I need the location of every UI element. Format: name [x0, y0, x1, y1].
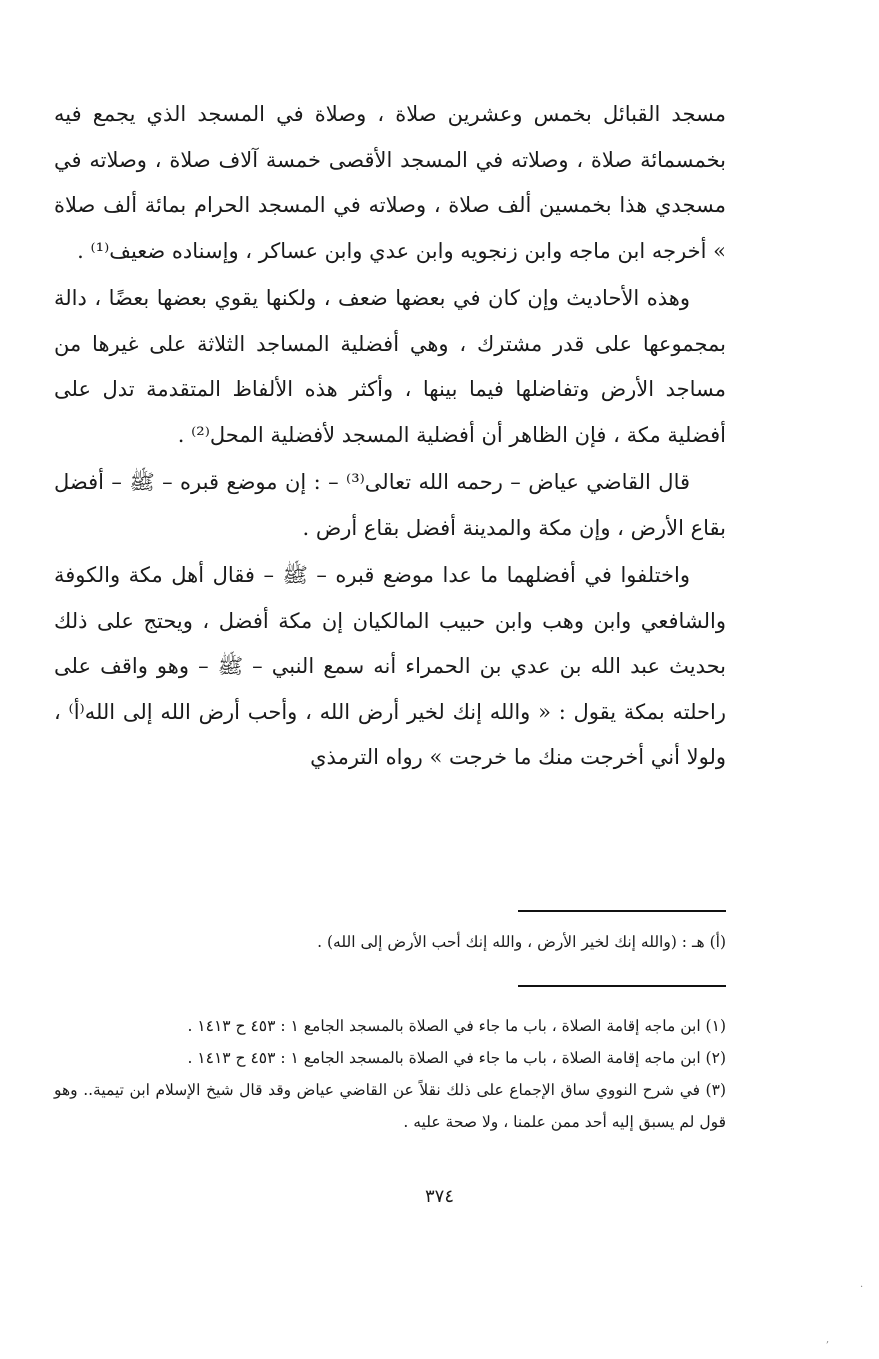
- main-text-body: [54, 92, 726, 781]
- footnote-1: (١) ابن ماجه إقامة الصلاة ، باب ما جاء في الصلاة بالمسجد الجامع ١ : ٤٥٣ ح ١٤١٣ .: [187, 1017, 726, 1035]
- scan-speck: ·: [860, 1282, 864, 1293]
- page-number: ٣٧٤: [424, 1186, 454, 1207]
- paragraph-1: مسجد القبائل بخمس وعشرين صلاة ، وصلاة في المسجد الذي يجمع فيه بخمسمائة صلاة ، وصلاته في المسجد الأقصى خمسة آلاف صلاة ، وصلاته في مسجدي هذا بخمسين ألف صلاة ، وصلاته في المسجد الحرام بمائة ألف صلاة » أخرجه ابن ماجه وابن زنجويه وابن عدي وابن عساكر ، وإسناده ضعيف⁽¹⁾ .: [54, 102, 726, 263]
- footnotes-divider: [518, 985, 726, 987]
- footnotes-section: [54, 1010, 726, 1138]
- footnote-2: (٢) ابن ماجه إقامة الصلاة ، باب ما جاء في الصلاة بالمسجد الجامع ١ : ٤٥٣ ح ١٤١٣ .: [187, 1049, 726, 1067]
- variant-note: (أ) هـ : (والله إنك لخير الأرض ، والله إنك أحب الأرض إلى الله) .: [317, 933, 726, 951]
- paragraph-2: وهذه الأحاديث وإن كان في بعضها ضعف ، ولكنها يقوي بعضها بعضًا ، دالة بمجموعها على قدر مشترك ، وهي أفضلية المساجد الثلاثة على غيرها من مساجد الأرض وتفاضلها فيما بينها ، وأكثر هذه الألفاظ المتقدمة تدل على أفضلية مكة ، فإن الظاهر أن أفضلية المسجد لأفضلية المحل⁽²⁾ .: [54, 286, 726, 447]
- paragraph-3: قال القاضي عياض – رحمه الله تعالى⁽³⁾ – : إن موضع قبره – ﷺ – أفضل بقاع الأرض ، وإن مكة والمدينة أفضل بقاع أرض .: [54, 470, 726, 540]
- paragraph-4: واختلفوا في أفضلهما ما عدا موضع قبره – ﷺ – فقال أهل مكة والكوفة والشافعي وابن وهب وابن حبيب المالكيان إن مكة أفضل ، ويحتج على ذلك بحديث عبد الله بن عدي بن الحمراء أنه سمع النبي – ﷺ – وهو واقف على راحلته بمكة يقول : « والله إنك لخير أرض الله ، وأحب أرض الله إلى الله⁽أ⁾ ، ولولا أني أخرجت منك ما خرجت » رواه الترمذي: [54, 563, 726, 769]
- footnote-3: (٣) في شرح النووي ساق الإجماع على ذلك نقلاً عن القاضي عياض وقد قال شيخ الإسلام ابن تيمية.. وهو قول لم يسبق إليه أحد ممن علمنا ، ولا صحة عليه .: [54, 1081, 726, 1131]
- scan-speck: ,: [826, 1334, 830, 1345]
- variant-note-divider: [518, 910, 726, 912]
